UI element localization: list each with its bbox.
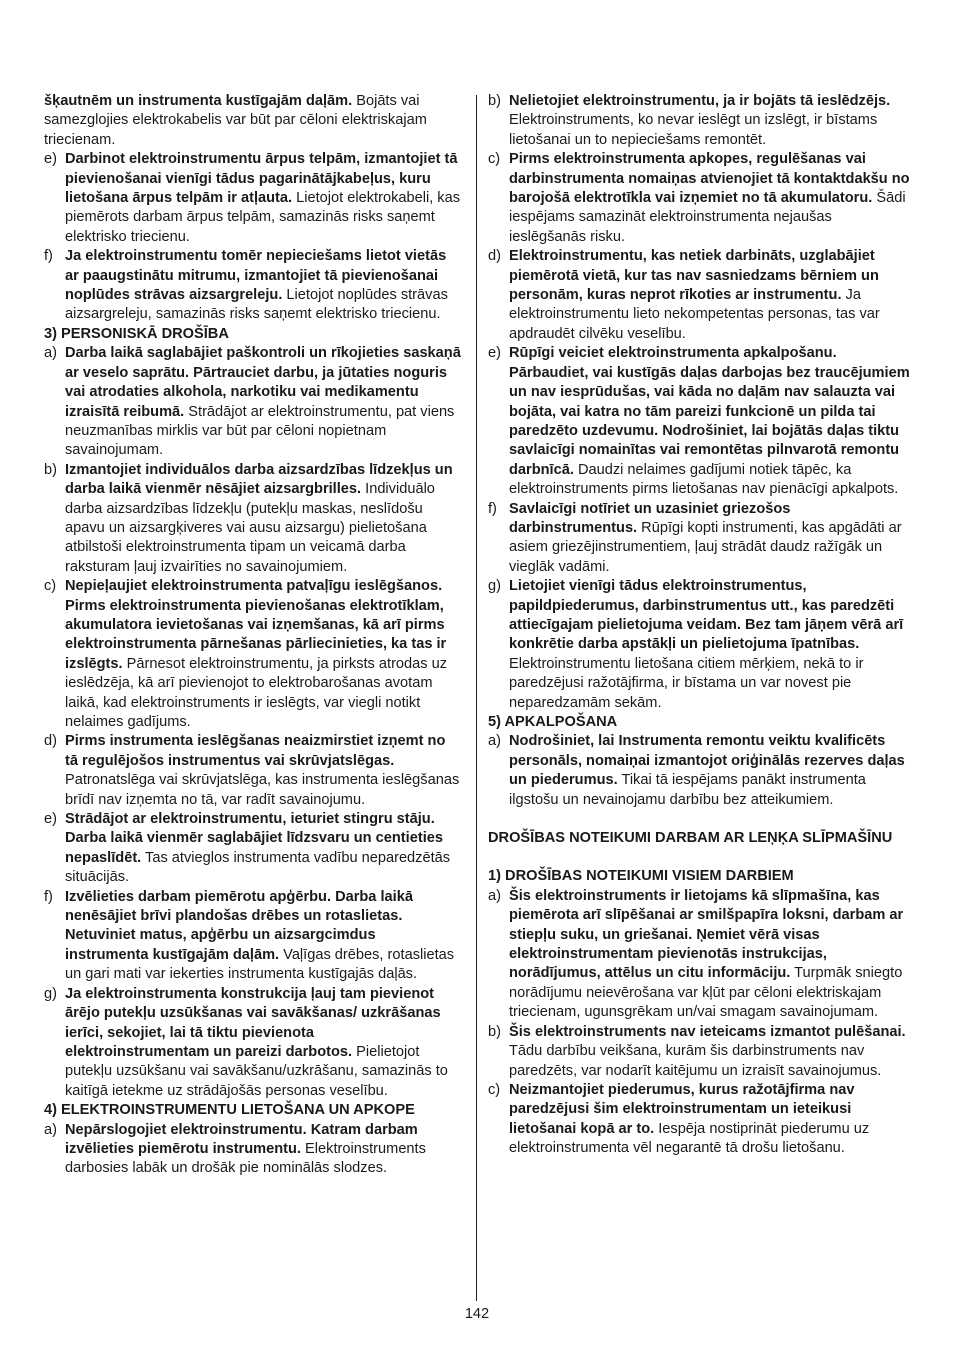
bold-text: Darba laikā saglabājiet paškontroli un rīkojieties saskaņā ar veselo saprātu. Pārtrauciet darbu, ja jūtaties noguris vai atrodaties alkohola, narkotiku vai medikamentu izraisītā reibumā. xyxy=(65,345,461,420)
list-item xyxy=(488,247,910,344)
list-item-label: d) xyxy=(488,248,501,265)
list-item xyxy=(44,461,462,577)
body-text: Daudzi nelaimes gadījumi notiek tāpēc, ka elektroinstruments pirms lietošanas nav pienācīgi apkalpots. xyxy=(509,461,899,498)
body-text: Rūpīgi kopti instrumenti, kas apgādāti ar asiem griezējinstrumentiem, ļauj strādāt daudz ražīgāk un vieglāk vadāmi. xyxy=(509,519,902,575)
body-text: Elektroinstrumentu lietošana citiem mērķiem, nekā to ir paredzējusi ražotājfirma, ir bīstama un var novest pie neparedzamām sekām. xyxy=(509,655,864,711)
list-item xyxy=(488,887,910,1023)
list-item xyxy=(44,985,462,1101)
bold-text: Šis elektroinstruments nav ieteicams izmantot pulēšanai. xyxy=(509,1023,906,1040)
body-text: Vaļīgas drēbes, rotaslietas un gari mati var iekerties instrumenta kustīgajās daļās. xyxy=(65,946,455,983)
bold-text: Lietojiet vienīgi tādus elektroinstrumentus, papildpiederumus, darbinstrumentus utt., kas paredzēti attiecīgajam pielietojuma veidam. Bez tam jāņem vērā arī konkrētie darba apstākļi un pielietojuma īpatnības. xyxy=(509,578,904,653)
list-item-label: g) xyxy=(44,985,57,1002)
page-number: 142 xyxy=(464,1306,490,1322)
bold-text: Savlaicīgi notīriet un uzasiniet griezošos darbinstrumentus. xyxy=(509,500,791,536)
body-text: Šādi iespējams samazināt elektroinstrumenta nejaušas ieslēgšanās risku. xyxy=(509,190,906,245)
body-text: Bojāts vai samezglojies elektrokabelis var būt par cēloni elektriskajam triecienam. xyxy=(44,93,427,148)
body-text: Tikai tā iespējams panākt instrumenta ilgstošu un nevainojamu darbību bez atteikumiem. xyxy=(509,772,866,808)
list-item-label: c) xyxy=(488,151,501,168)
body-text: Lietojot noplūdes strāvas aizsargreleju, samazinās risks saņemt elektrisko triecienu. xyxy=(65,287,448,323)
section-heading: DROŠĪBAS NOTEIKUMI DARBAM AR LEŅĶA SLĪPMAŠĪNU xyxy=(488,830,893,847)
body-text: Ja elektroinstrumentu lieto nekompetentas personas, tas var apdraudēt cilvēku veselību. xyxy=(509,287,880,342)
section-heading: 3) PERSONISKĀ DROŠĪBA xyxy=(44,325,229,342)
list-item-label: a) xyxy=(44,1121,57,1138)
body-text: Individuālo darba aizsardzības līdzekļu (putekļu maskas, neslīdošu apavu un aizsargķiveres vai ausu aizsargu) pielietošana atbilstoši elektroinstrumenta tipam un veicamā darba raksturam ļauj izvairīties no savainojumiem. xyxy=(65,481,435,575)
body-text: Elektroinstruments darbosies labāk un drošāk pie nominālās slodzes. xyxy=(65,1140,426,1177)
bold-text: Nepārslogojiet elektroinstrumentu. Katram darbam izvēlieties piemērotu instrumentu. xyxy=(65,1121,418,1157)
body-text: Pielietojot putekļu uzsūkšanu vai savākšanu/uzkrāšanu, samazinās to kaitīgā ietekme uz strādājošās personas veselību. xyxy=(65,1043,448,1099)
list-item-label: e) xyxy=(44,811,57,828)
list-item xyxy=(488,500,910,578)
list-item-label: b) xyxy=(44,461,57,478)
body-text: Patronatslēga vai skrūvjatslēga, kas instrumenta ieslēgšanas brīdī nav izņemta no tā, var radīt savainojumu. xyxy=(65,772,460,808)
list-item xyxy=(488,150,910,247)
spacer xyxy=(488,848,910,867)
bold-text: Ja elektroinstrumentu tomēr nepieciešams lietot vietās ar paaugstinātu mitrumu, izmantojiet tā pievienošanai noplūdes strāvas aizsargreleju. xyxy=(65,248,447,304)
bold-text: Darbinot elektroinstrumentu ārpus telpām, izmantojiet tā pievienošanai vienīgi tādus pagarinātājkabeļus, kuru lietošana ārpus telpām ir atļauta. xyxy=(65,151,458,207)
bold-text: Pirms instrumenta ieslēgšanas neaizmirstiet izņemt no tā regulējošos instrumentus vai skrūvjatslēgas. xyxy=(65,733,446,769)
section-heading: 5) APKALPOŠANA xyxy=(488,714,618,730)
spacer xyxy=(488,810,910,829)
list-item xyxy=(488,1081,910,1159)
list-item xyxy=(488,1023,910,1081)
list-item-label: e) xyxy=(44,151,57,168)
list-item xyxy=(44,150,462,247)
body-text: Tādu darbību veikšana, kurām šis darbinstruments nav paredzēts, var nodarīt kaitējumu un izraisīt savainojumus. xyxy=(509,1043,882,1079)
bold-text: Šis elektroinstruments ir lietojams kā slīpmašīna, kas piemērota arī slīpēšanai ar smilšpapīra loksni, darbam ar stiepļu suku, un griešanai. Ņemiet vērā visas elektroinstrumentam pievienotās instrukcijas, norādījumus, attēlus un citu informāciju. xyxy=(509,887,904,982)
bold-text: Strādājot ar elektroinstrumentu, ieturiet stingru stāju. Darba laikā vienmēr saglabājiet līdzsvaru un centieties nepaslīdēt. xyxy=(65,811,443,866)
bold-text: Ja elektroinstrumenta konstrukcija ļauj tam pievienot ārējo putekļu uzsūkšanas vai savākšanas/ uzkrāšanas ierīci, sekojiet, lai tā tiktu pievienota elektroinstrumentam un pareizi darbotos. xyxy=(65,985,441,1060)
list-item-label: a) xyxy=(488,887,501,904)
list-item xyxy=(488,732,910,810)
bold-text: Neizmantojiet piederumus, kurus ražotājfirma nav paredzējusi šim elektroinstrumentam un ieteikusi lietošanai kopā ar to. xyxy=(509,1081,855,1137)
bold-text: Elektroinstrumentu, kas netiek darbināts, uzglabājiet piemērotā vietā, kur tas nav sasniedzams bērniem un personām, kuras neprot rīkoties ar instrumentu. xyxy=(509,248,879,304)
list-item xyxy=(488,577,910,713)
section-heading: 4) ELEKTROINSTRUMENTU LIETOŠANA UN APKOPE xyxy=(44,1102,415,1119)
list-item xyxy=(488,344,910,499)
column-divider xyxy=(476,95,477,1301)
list-item xyxy=(44,344,462,460)
left-column xyxy=(44,92,462,1179)
paragraph xyxy=(44,92,462,150)
list-item-label: f) xyxy=(44,248,53,265)
list-item xyxy=(44,732,462,810)
body-text: Iespēja nostiprināt piederumu uz elektroinstrumenta vēl negarantē tā drošu lietošanu. xyxy=(509,1120,870,1157)
list-item xyxy=(44,888,462,985)
bold-text: Nepieļaujiet elektroinstrumenta patvaļīgu ieslēgšanos. Pirms elektroinstrumenta pievienošanas elektrotīklam, akumulatora ievietošanas vai izņemšanas, kā arī pirms elektroinstrumenta pārnešanas pārliecinieties, ka tas ir izslēgts. xyxy=(65,578,447,672)
bold-text: Izmantojiet individuālos darba aizsardzības līdzekļus un darba laikā vienmēr nēsājiet aizsargbrilles. xyxy=(65,461,453,498)
bold-text: Rūpīgi veiciet elektroinstrumenta apkalpošanu. Pārbaudiet, vai kustīgās daļas darbojas bez traucējumiem un nav iesprūdušas, vai kāda no daļām nav salauzta vai bojāta, vai katra no tām pareizi funkcionē un pilda tai paredzēto uzdevumu. Nodrošiniet, lai bojātās daļas tiktu savlaicīgi nomainītas vai remontētas pilnvarotā remontu darbnīcā. xyxy=(509,345,910,478)
list-item-label: e) xyxy=(488,345,501,362)
list-item xyxy=(44,577,462,732)
list-item xyxy=(488,92,910,150)
body-text: Tas atvieglos instrumenta vadību neparedzētās situācijās. xyxy=(65,849,451,886)
list-item-label: b) xyxy=(488,1023,501,1040)
body-text: Pārnesot elektroinstrumentu, ja pirksts atrodas uz ieslēdzēja, kā arī pievienojot to elektrobarošanas avotam laikā, kad elektroinstruments ir ieslēgts, var viegli notikt nelaimes gadījums. xyxy=(65,655,448,730)
section-heading: 1) DROŠĪBAS NOTEIKUMI VISIEM DARBIEM xyxy=(488,868,794,885)
list-item-label: f) xyxy=(44,888,53,905)
list-item-label: d) xyxy=(44,733,57,750)
right-column xyxy=(488,92,910,1159)
body-text: Strādājot ar elektroinstrumentu, pat viens neuzmanības mirklis var būt par cēloni nopietnam savainojumam. xyxy=(65,403,455,459)
bold-text: šķautnēm un instrumenta kustīgajām daļām. xyxy=(44,93,353,109)
list-item xyxy=(44,810,462,888)
bold-text: Pirms elektroinstrumenta apkopes, regulēšanas vai darbinstrumenta nomaiņas atvienojiet tā kontaktdakšu no barojošā elektrotīkla vai izņemiet no tā akumulatoru. xyxy=(509,151,910,207)
list-item-label: a) xyxy=(44,345,57,362)
list-item-label: c) xyxy=(44,578,57,595)
bold-text: Nodrošiniet, lai Instrumenta remontu veiktu kvalificēts personāls, nomaiņai izmantojot oriģinālās rezerves daļas un piederumus. xyxy=(509,733,905,789)
body-text: Lietojot elektrokabeli, kas piemērots darbam ārpus telpām, samazinās risks saņemt elektrisko triecienu. xyxy=(65,190,461,245)
list-item xyxy=(44,247,462,325)
body-text: Elektroinstruments, ko nevar ieslēgt un izslēgt, ir bīstams lietošanai un to nepieciešams remontēt. xyxy=(509,112,878,148)
bold-text: Nelietojiet elektroinstrumentu, ja ir bojāts tā ieslēdzējs. xyxy=(509,93,891,109)
list-item-label: g) xyxy=(488,578,501,595)
list-item-label: b) xyxy=(488,93,501,109)
body-text: Turpmāk sniegto norādījumu neievērošana var kļūt par cēloni elektriskajam triecienam, ugunsgrēkam un/vai smagam savainojumam. xyxy=(509,965,903,1021)
list-item-label: c) xyxy=(488,1081,501,1098)
list-item-label: f) xyxy=(488,500,497,517)
bold-text: Izvēlieties darbam piemērotu apģērbu. Darba laikā nenēsājiet brīvi plandošas drēbes un rotaslietas. Netuviniet matus, apģērbu un aizsargcimdus instrumenta kustīgajām daļām. xyxy=(65,888,413,963)
list-item-label: a) xyxy=(488,733,501,750)
list-item xyxy=(44,1121,462,1179)
